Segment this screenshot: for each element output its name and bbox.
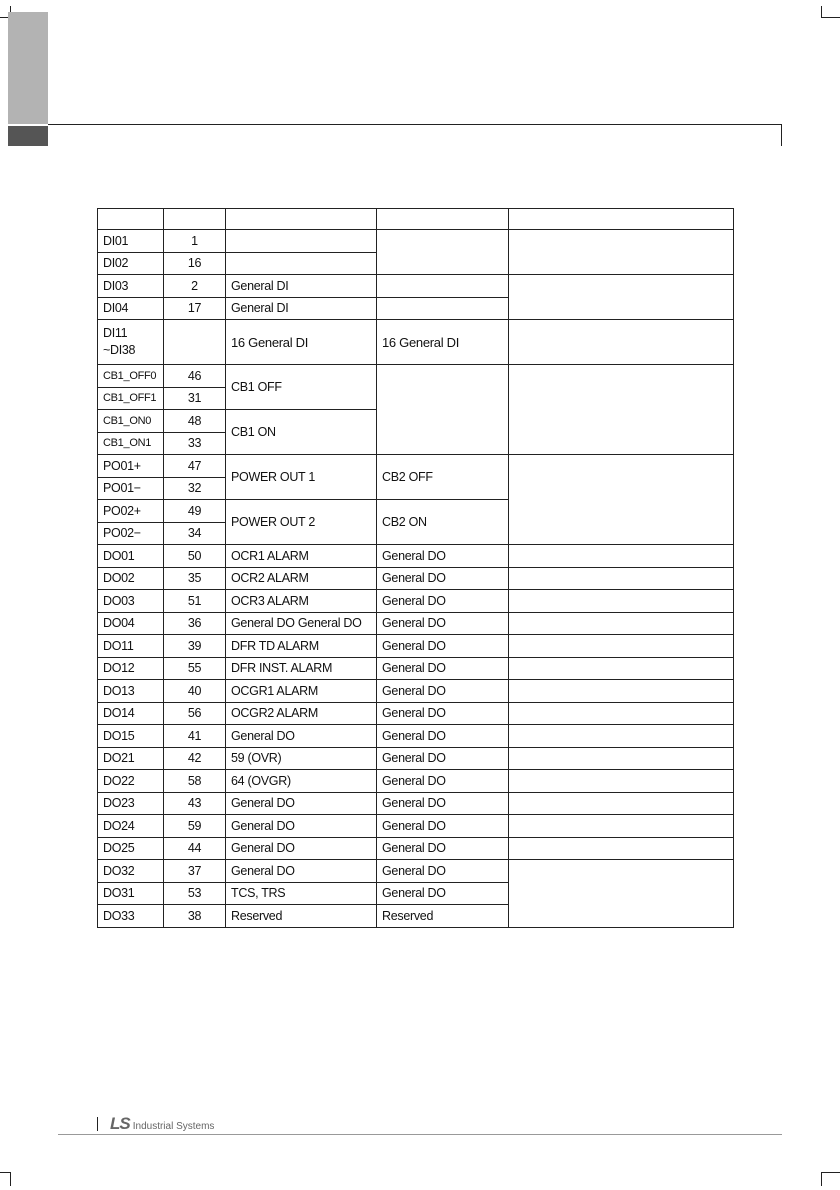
function-cell: General DO bbox=[226, 837, 377, 860]
assignment-cell bbox=[377, 365, 509, 455]
terminal-name: DO21 bbox=[98, 747, 164, 770]
pin-number: 37 bbox=[164, 860, 226, 883]
table-header-row bbox=[98, 209, 734, 230]
pin-number: 16 bbox=[164, 252, 226, 275]
terminal-name: PO01− bbox=[98, 477, 164, 500]
terminal-name: CB1_OFF1 bbox=[98, 387, 164, 410]
table-row bbox=[98, 612, 734, 635]
remark-cell bbox=[509, 860, 734, 928]
remark-cell bbox=[509, 792, 734, 815]
header-rule-tick bbox=[781, 124, 782, 146]
remark-cell bbox=[509, 747, 734, 770]
remark-cell bbox=[509, 770, 734, 793]
crop-mark bbox=[821, 1172, 822, 1186]
terminal-name: DI02 bbox=[98, 252, 164, 275]
terminal-name: DO14 bbox=[98, 702, 164, 725]
pin-number: 56 bbox=[164, 702, 226, 725]
pin-number: 33 bbox=[164, 432, 226, 455]
assignment-cell: General DO bbox=[377, 882, 509, 905]
remark-cell bbox=[509, 275, 734, 320]
pin-number bbox=[164, 320, 226, 365]
function-cell: 59 (OVR) bbox=[226, 747, 377, 770]
terminal-name: DO01 bbox=[98, 545, 164, 568]
terminal-name: DO23 bbox=[98, 792, 164, 815]
pin-number: 1 bbox=[164, 230, 226, 253]
remark-cell bbox=[509, 230, 734, 275]
pin-number: 59 bbox=[164, 815, 226, 838]
terminal-name: PO01+ bbox=[98, 455, 164, 478]
table-row bbox=[98, 792, 734, 815]
terminal-name: DO03 bbox=[98, 590, 164, 613]
table-row bbox=[98, 725, 734, 748]
pin-number: 39 bbox=[164, 635, 226, 658]
remark-cell bbox=[509, 815, 734, 838]
table-row bbox=[98, 702, 734, 725]
table-row bbox=[98, 455, 734, 478]
table-row bbox=[98, 275, 734, 298]
assignment-cell: General DO bbox=[377, 635, 509, 658]
terminal-name: DO15 bbox=[98, 725, 164, 748]
pin-number: 34 bbox=[164, 522, 226, 545]
assignment-cell: General DO bbox=[377, 657, 509, 680]
remark-cell bbox=[509, 657, 734, 680]
header-cell bbox=[98, 209, 164, 230]
pin-number: 58 bbox=[164, 770, 226, 793]
chapter-tab bbox=[8, 12, 48, 124]
table-row bbox=[98, 747, 734, 770]
function-cell: General DO General DO bbox=[226, 612, 377, 635]
function-cell: General DO bbox=[226, 725, 377, 748]
table-row bbox=[98, 230, 734, 253]
logo-mark: LS bbox=[110, 1114, 130, 1133]
function-cell: 64 (OVGR) bbox=[226, 770, 377, 793]
function-cell: TCS, TRS bbox=[226, 882, 377, 905]
assignment-cell bbox=[377, 275, 509, 298]
terminal-name: PO02− bbox=[98, 522, 164, 545]
function-cell: General DI bbox=[226, 275, 377, 298]
pin-number: 43 bbox=[164, 792, 226, 815]
function-cell bbox=[226, 230, 377, 253]
remark-cell bbox=[509, 612, 734, 635]
terminal-name: CB1_ON1 bbox=[98, 432, 164, 455]
assignment-cell: General DO bbox=[377, 545, 509, 568]
pin-number: 35 bbox=[164, 567, 226, 590]
function-cell: General DI bbox=[226, 297, 377, 320]
assignment-cell: General DO bbox=[377, 590, 509, 613]
header-cell bbox=[164, 209, 226, 230]
terminal-name: DO02 bbox=[98, 567, 164, 590]
crop-mark bbox=[821, 6, 822, 18]
company-logo bbox=[110, 1114, 214, 1134]
assignment-cell: General DO bbox=[377, 837, 509, 860]
remark-cell bbox=[509, 590, 734, 613]
remark-cell bbox=[509, 455, 734, 545]
assignment-cell: CB2 OFF bbox=[377, 455, 509, 500]
assignment-cell: General DO bbox=[377, 567, 509, 590]
function-cell: 16 General DI bbox=[226, 320, 377, 365]
function-cell: OCR2 ALARM bbox=[226, 567, 377, 590]
remark-cell bbox=[509, 635, 734, 658]
assignment-cell: CB2 ON bbox=[377, 500, 509, 545]
terminal-name: DO04 bbox=[98, 612, 164, 635]
table-row bbox=[98, 680, 734, 703]
function-cell: General DO bbox=[226, 860, 377, 883]
company-name: Industrial Systems bbox=[132, 1121, 215, 1132]
table-row bbox=[98, 657, 734, 680]
pin-number: 36 bbox=[164, 612, 226, 635]
pin-number: 48 bbox=[164, 410, 226, 433]
footer-tick bbox=[97, 1117, 98, 1131]
pin-number: 53 bbox=[164, 882, 226, 905]
pin-number: 41 bbox=[164, 725, 226, 748]
remark-cell bbox=[509, 837, 734, 860]
assignment-cell: General DO bbox=[377, 747, 509, 770]
function-cell bbox=[226, 252, 377, 275]
function-cell: CB1 ON bbox=[226, 410, 377, 455]
pin-number: 46 bbox=[164, 365, 226, 388]
assignment-cell: General DO bbox=[377, 792, 509, 815]
footer-rule bbox=[58, 1134, 782, 1135]
header-rule bbox=[48, 124, 782, 125]
assignment-cell: 16 General DI bbox=[377, 320, 509, 365]
pin-number: 2 bbox=[164, 275, 226, 298]
assignment-cell: General DO bbox=[377, 725, 509, 748]
assignment-cell: General DO bbox=[377, 702, 509, 725]
pin-number: 51 bbox=[164, 590, 226, 613]
assignment-cell: Reserved bbox=[377, 905, 509, 928]
function-cell: Reserved bbox=[226, 905, 377, 928]
table-row bbox=[98, 860, 734, 883]
table-row bbox=[98, 320, 734, 365]
terminal-name: DO31 bbox=[98, 882, 164, 905]
remark-cell bbox=[509, 545, 734, 568]
table-row bbox=[98, 837, 734, 860]
header-cell bbox=[377, 209, 509, 230]
table-row bbox=[98, 545, 734, 568]
pin-number: 32 bbox=[164, 477, 226, 500]
terminal-name: DO13 bbox=[98, 680, 164, 703]
remark-cell bbox=[509, 680, 734, 703]
function-cell: CB1 OFF bbox=[226, 365, 377, 410]
pin-number: 40 bbox=[164, 680, 226, 703]
table-row bbox=[98, 770, 734, 793]
terminal-name: DO33 bbox=[98, 905, 164, 928]
terminal-name: DO22 bbox=[98, 770, 164, 793]
terminal-name: DO11 bbox=[98, 635, 164, 658]
assignment-cell: General DO bbox=[377, 680, 509, 703]
terminal-name: PO02+ bbox=[98, 500, 164, 523]
pin-number: 31 bbox=[164, 387, 226, 410]
pin-number: 47 bbox=[164, 455, 226, 478]
assignment-cell bbox=[377, 297, 509, 320]
remark-cell bbox=[509, 365, 734, 455]
terminal-name: DI01 bbox=[98, 230, 164, 253]
crop-mark bbox=[10, 1172, 11, 1186]
function-cell: General DO bbox=[226, 815, 377, 838]
table-row bbox=[98, 567, 734, 590]
function-cell: POWER OUT 1 bbox=[226, 455, 377, 500]
table-row bbox=[98, 590, 734, 613]
assignment-cell: General DO bbox=[377, 612, 509, 635]
assignment-cell: General DO bbox=[377, 815, 509, 838]
function-cell: General DO bbox=[226, 792, 377, 815]
terminal-name: DI11 ~DI38 bbox=[98, 320, 164, 365]
pin-number: 42 bbox=[164, 747, 226, 770]
function-cell: OCR3 ALARM bbox=[226, 590, 377, 613]
header-cell bbox=[509, 209, 734, 230]
remark-cell bbox=[509, 320, 734, 365]
function-cell: OCGR2 ALARM bbox=[226, 702, 377, 725]
terminal-name: DI04 bbox=[98, 297, 164, 320]
pin-number: 55 bbox=[164, 657, 226, 680]
assignment-cell: General DO bbox=[377, 860, 509, 883]
assignment-cell: General DO bbox=[377, 770, 509, 793]
crop-mark bbox=[0, 1172, 10, 1173]
table-row bbox=[98, 365, 734, 388]
table-row bbox=[98, 815, 734, 838]
terminal-name: DO32 bbox=[98, 860, 164, 883]
table-row bbox=[98, 635, 734, 658]
function-cell: POWER OUT 2 bbox=[226, 500, 377, 545]
pin-number: 38 bbox=[164, 905, 226, 928]
assignment-cell bbox=[377, 230, 509, 275]
terminal-name: DI03 bbox=[98, 275, 164, 298]
terminal-name: CB1_ON0 bbox=[98, 410, 164, 433]
remark-cell bbox=[509, 725, 734, 748]
terminal-name: DO24 bbox=[98, 815, 164, 838]
pin-number: 17 bbox=[164, 297, 226, 320]
pin-number: 44 bbox=[164, 837, 226, 860]
pin-number: 49 bbox=[164, 500, 226, 523]
terminal-name: DO12 bbox=[98, 657, 164, 680]
remark-cell bbox=[509, 702, 734, 725]
terminal-name: CB1_OFF0 bbox=[98, 365, 164, 388]
header-cell bbox=[226, 209, 377, 230]
crop-mark bbox=[821, 17, 840, 18]
crop-mark bbox=[821, 1172, 840, 1173]
pin-number: 50 bbox=[164, 545, 226, 568]
function-cell: DFR TD ALARM bbox=[226, 635, 377, 658]
function-cell: DFR INST. ALARM bbox=[226, 657, 377, 680]
remark-cell bbox=[509, 567, 734, 590]
terminal-name: DO25 bbox=[98, 837, 164, 860]
io-assignment-table bbox=[97, 208, 734, 928]
function-cell: OCR1 ALARM bbox=[226, 545, 377, 568]
chapter-tab-marker bbox=[8, 126, 48, 146]
function-cell: OCGR1 ALARM bbox=[226, 680, 377, 703]
